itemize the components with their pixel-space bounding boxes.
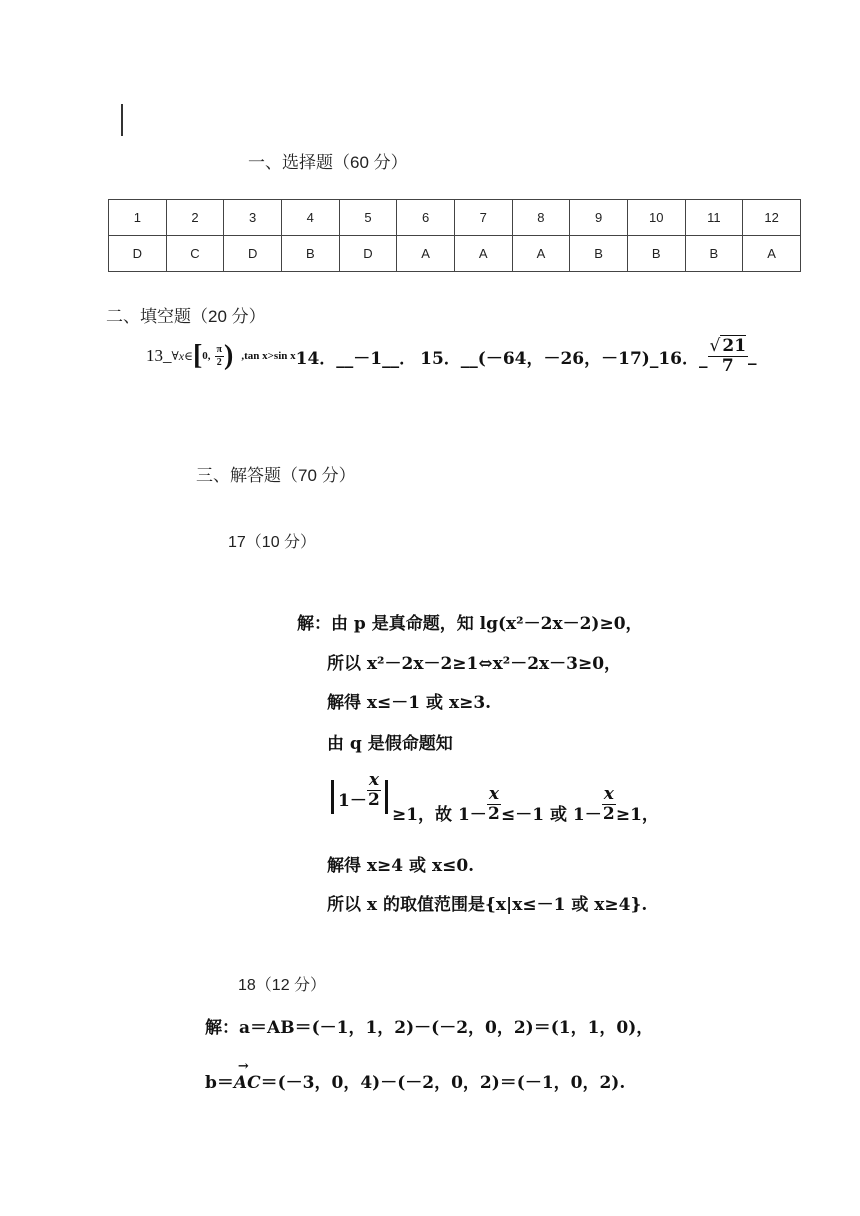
q13-var: x: [178, 348, 185, 363]
answer-cell: B: [685, 236, 743, 272]
p18-line2: [205, 1068, 625, 1093]
bracket-left: [: [192, 340, 203, 371]
p18-b-eq: b＝: [205, 1073, 234, 1093]
answer-cell: B: [570, 236, 628, 272]
question-number-cell: 11: [685, 200, 743, 236]
question-number-cell: 10: [627, 200, 685, 236]
table-row-numbers: [109, 200, 801, 236]
paren-right: ): [224, 340, 234, 371]
pi-over-two: $\frac{\pi}{2}$: [216, 343, 223, 368]
question-number-cell: 1: [109, 200, 167, 236]
problem18-heading: 18（12 分）: [238, 977, 327, 994]
p17-line5b: ≤－1 或 1－: [500, 805, 602, 825]
question-number-cell: 5: [339, 200, 397, 236]
fill-answers-line: [146, 336, 757, 376]
p17-abs-line: [327, 770, 659, 825]
in-symbol: ∈: [184, 348, 193, 363]
problem17-heading: 17（10 分）: [228, 534, 317, 551]
q13-condition: ,tan x>sin x: [241, 350, 296, 362]
vector-ac: → AC: [234, 1073, 261, 1093]
q16-label: 16．_: [658, 348, 708, 369]
answer-cell: B: [281, 236, 339, 272]
p17-line5c: ≥1，: [615, 805, 659, 825]
q16-fraction: $\frac{√ 21}{7}$: [709, 335, 747, 376]
question-number-cell: 7: [454, 200, 512, 236]
frac-x-over-2-a: $\frac{x}{2}$: [487, 784, 500, 824]
answer-cell: D: [339, 236, 397, 272]
question-number-cell: 4: [281, 200, 339, 236]
question-number-cell: 8: [512, 200, 570, 236]
answer-table: [108, 199, 801, 272]
section-choice-title: 一、选择题（60 分）: [248, 153, 408, 172]
p18-line1: 解：a＝AB＝(－1，1，2)－(－2，0，2)＝(1，1，0)，: [205, 1018, 654, 1038]
section-fill-title: 二、填空题（20 分）: [106, 307, 266, 326]
abs-bar-left: [331, 780, 334, 814]
p17-line4: 由 q 是假命题知: [327, 734, 453, 754]
forall-symbol: ∀: [171, 348, 179, 363]
answer-cell: A: [743, 236, 801, 272]
text-cursor: [121, 104, 123, 136]
answer-cell: D: [224, 236, 282, 272]
question-number-cell: 3: [224, 200, 282, 236]
p17-line7: 所以 x 的取值范围是{x|x≤－1 或 x≥4}.: [327, 895, 648, 915]
p17-line6: 解得 x≥4 或 x≤0.: [327, 856, 475, 876]
answer-cell: C: [166, 236, 224, 272]
abs-bar-right: [385, 780, 388, 814]
abs-fraction: $\frac{x}{2}$: [367, 770, 380, 810]
p17-line3: 解得 x≤－1 或 x≥3.: [327, 693, 492, 713]
answer-cell: B: [627, 236, 685, 272]
q13-interval-start: 0,: [202, 350, 211, 362]
section-answer-title: 三、解答题（70 分）: [196, 466, 356, 485]
answer-cell: A: [512, 236, 570, 272]
table-row-answers: [109, 236, 801, 272]
question-number-cell: 12: [743, 200, 801, 236]
question-number-cell: 9: [570, 200, 628, 236]
question-number-cell: 6: [397, 200, 455, 236]
answer-cell: A: [397, 236, 455, 272]
answer-cell: D: [109, 236, 167, 272]
q15-answer: 15．__(－64，－26，－17)_: [420, 348, 659, 369]
answer-cell: A: [454, 236, 512, 272]
q14-answer: 14．__－1__．: [295, 348, 417, 369]
p17-line2: 所以 x²－2x－2≥1⇔x²－2x－3≥0，: [327, 654, 622, 674]
abs-one-minus: 1－: [338, 791, 367, 811]
question-number-cell: 2: [166, 200, 224, 236]
p17-line1: 解：由 p 是真命题，知 lg(x²－2x－2)≥0，: [297, 614, 643, 634]
p17-line5a: ≥1，故 1－: [391, 805, 487, 825]
q13-prefix: 13_: [146, 346, 172, 365]
p18-line2-rest: ＝(－3，0，4)－(－2，0，2)＝(－1，0，2).: [260, 1073, 626, 1093]
frac-x-over-2-b: $\frac{x}{2}$: [602, 784, 615, 824]
q16-tail: _: [748, 346, 757, 366]
